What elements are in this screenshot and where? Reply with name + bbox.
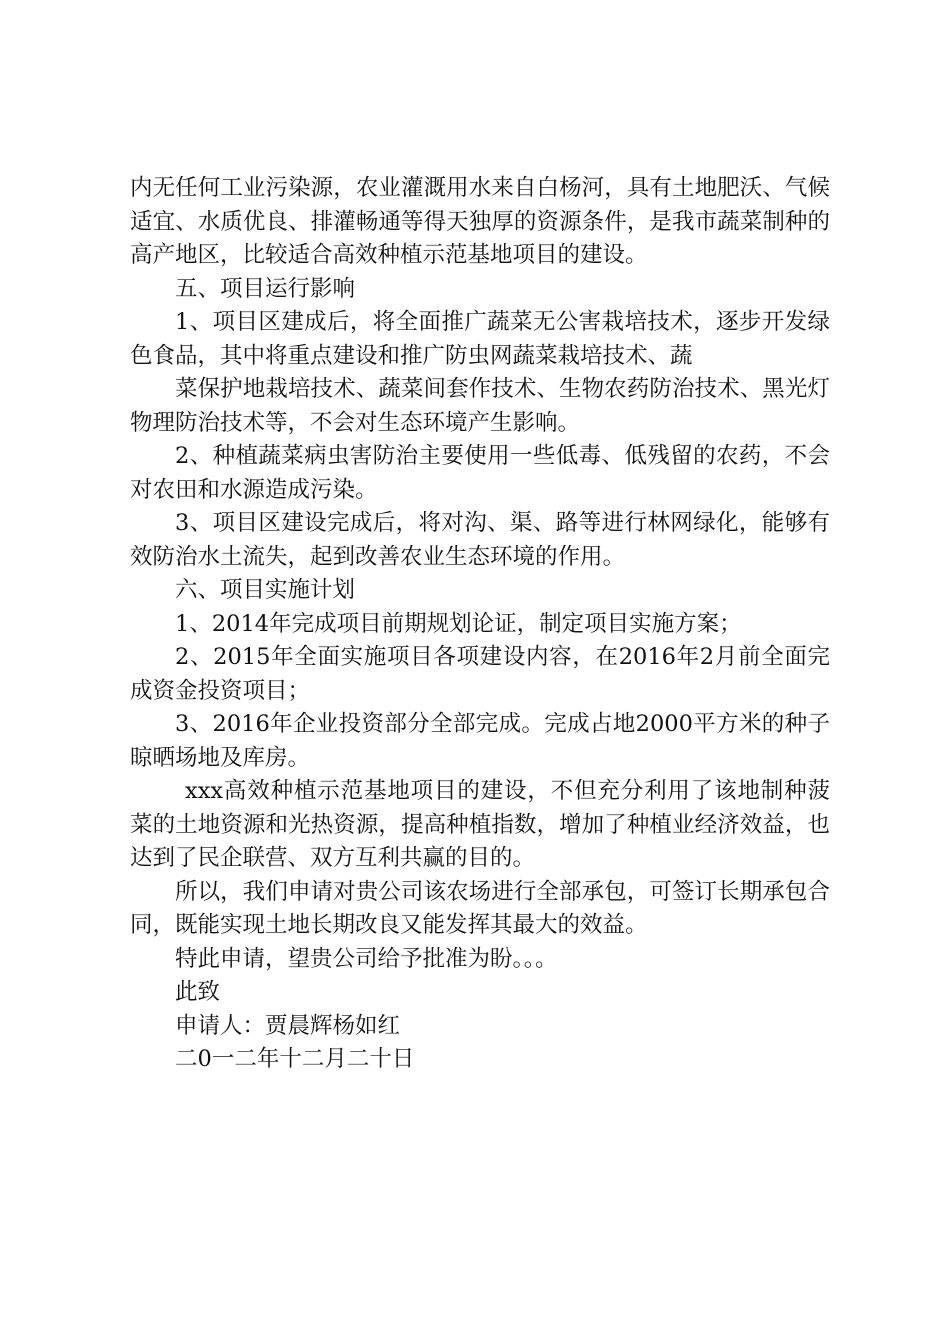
applicant-line: 申请人：贾晨辉杨如红 — [175, 1012, 401, 1039]
paragraph-impact-1: 1、项目区建成后，将全面推广蔬菜无公害栽培技术，逐步开发绿色食品，其中将重点建设和推广防虫网蔬菜栽培技术、蔬 — [130, 309, 830, 369]
salutation: 此致 — [175, 979, 221, 1005]
paragraph-resource-conditions: 内无任何工业污染源，农业灌溉用水来自白杨河，具有土地肥沃、气候适宜、水质优良、排灌畅通等得天独厚的资源条件，是我市蔬菜制种的高产地区，比较适合高效种植示范基地项目的建设。 — [130, 175, 830, 268]
section-heading-impact: 五、项目运行影响 — [175, 275, 356, 302]
paragraph-plan-3: 3、2016年企业投资部分全部完成。完成占地2000平方米的种子晾晒场地及库房。 — [130, 711, 830, 771]
paragraph-impact-1-cont: 菜保护地栽培技术、蔬菜间套作技术、生物农药防治技术、黑光灯物理防治技术等，不会对生态环境产生影响。 — [130, 376, 830, 436]
paragraph-closing: 特此申请，望贵公司给予批准为盼。。。 — [175, 945, 558, 972]
date-line: 二0一二年十二月二十日 — [175, 1046, 415, 1072]
paragraph-request: 所以，我们申请对贵公司该农场进行全部承包，可签订长期承包合同，既能实现土地长期改良又能发挥其最大的效益。 — [130, 878, 830, 938]
document-body — [130, 172, 830, 1077]
paragraph-plan-1: 1、2014年完成项目前期规划论证，制定项目实施方案； — [175, 610, 742, 637]
section-heading-plan: 六、项目实施计划 — [175, 577, 356, 603]
paragraph-impact-3: 3、项目区建设完成后，将对沟、渠、路等进行林网绿化，能够有效防治水土流失，起到改善农业生态环境的作用。 — [130, 510, 830, 570]
paragraph-summary: xxx高效种植示范基地项目的建设，不但充分利用了该地制种菠菜的土地资源和光热资源，提高种植指数，增加了种植业经济效益，也达到了民企联营、双方互利共赢的目的。 — [130, 778, 830, 871]
paragraph-plan-2: 2、2015年全面实施项目各项建设内容，在2016年2月前全面完成资金投资项目； — [130, 644, 830, 704]
paragraph-impact-2: 2、种植蔬菜病虫害防治主要使用一些低毒、低残留的农药，不会对农田和水源造成污染。 — [130, 443, 830, 503]
